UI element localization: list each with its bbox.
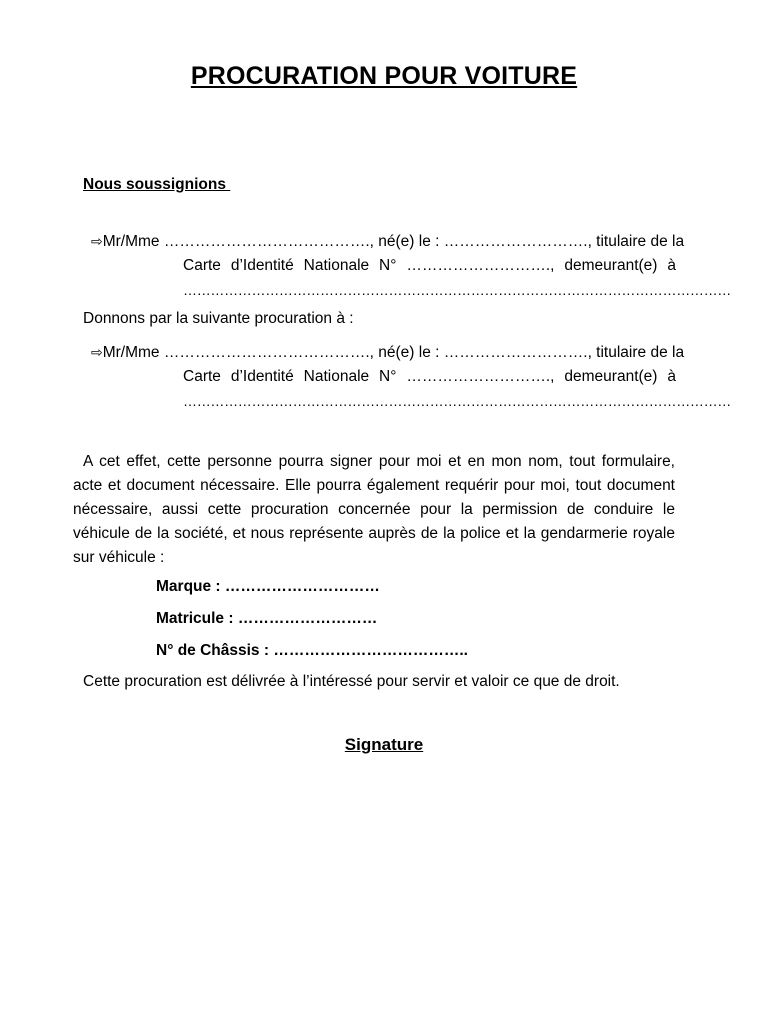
document-title: PROCURATION POUR VOITURE <box>190 62 578 90</box>
signatories-heading: Nous soussignions <box>83 176 231 193</box>
principal-identity-text: Mr/Mme …………………………………., né(e) le : ………………………., titulaire de la <box>102 233 685 250</box>
authorization-paragraph: A cet effet, cette personne pourra signer pour moi et en mon nom, tout formulaire, acte et document nécessaire. Elle pourra également requérir pour moi, tout document nécessaire, aussi cette procuration concernée pour la permission de conduire le véhicule de la société, et nous représente auprès de la police et la gendarmerie royale sur véhicule : <box>73 453 675 566</box>
proxy-block <box>91 340 732 413</box>
proxy-identity-text: Mr/Mme …………………………………., né(e) le : ………………………., titulaire de la <box>102 344 685 361</box>
proxy-address-dots: ………………………………………………………………………………………………………… <box>183 393 732 409</box>
principal-block <box>91 229 732 302</box>
principal-id-card-text: Carte d’Identité Nationale N° ………………………., demeurant(e) à <box>183 257 676 274</box>
proxy-id-card-text: Carte d’Identité Nationale N° ………………………., demeurant(e) à <box>183 368 676 385</box>
principal-line-1 <box>91 229 685 254</box>
closing-statement: Cette procuration est délivrée à l’intéressé pour servir et valoir ce que de droit. <box>83 673 620 690</box>
signature-label: Signature <box>344 735 424 754</box>
arrow-right-icon: ⇨ <box>91 344 103 360</box>
proxy-intro-text: Donnons par la suivante procuration à : <box>83 310 354 327</box>
vehicle-brand-field: Marque : ………………………… <box>156 578 380 595</box>
vehicle-registration-field: Matricule : ……………………… <box>156 610 378 627</box>
vehicle-chassis-field: N° de Châssis : ……………………………….. <box>156 642 468 659</box>
principal-address-dots: ………………………………………………………………………………………………………… <box>183 282 732 298</box>
arrow-right-icon: ⇨ <box>91 233 103 249</box>
proxy-line-1 <box>91 340 685 365</box>
